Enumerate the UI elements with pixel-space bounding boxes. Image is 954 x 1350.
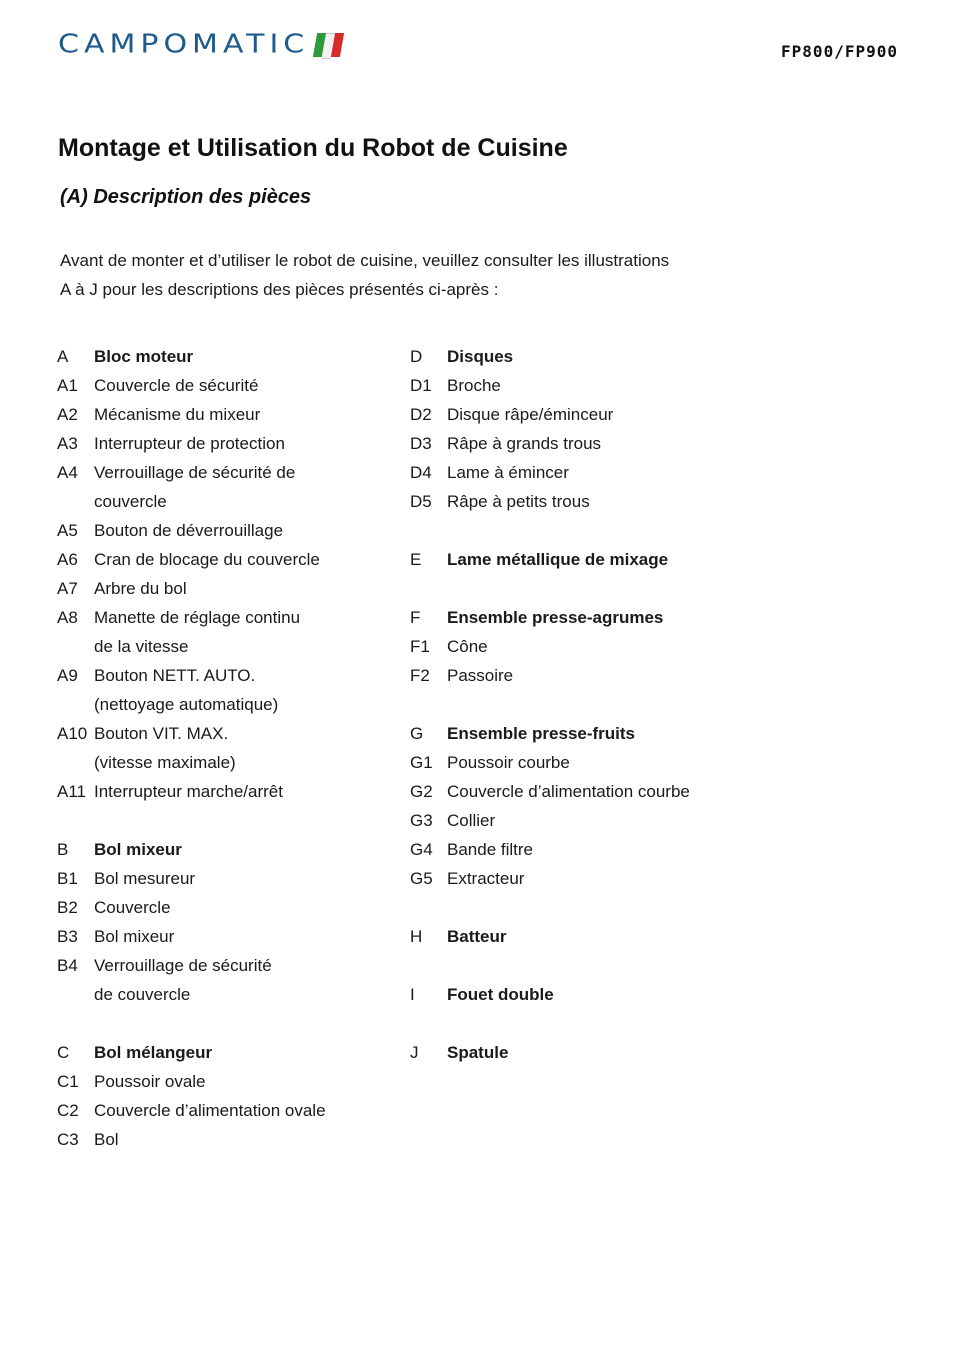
part-label: Fouet double <box>447 985 554 1004</box>
part-item <box>57 400 387 429</box>
part-label: Interrupteur marche/arrêt <box>94 782 283 801</box>
part-code: G5 <box>410 869 433 888</box>
part-code: A9 <box>57 666 78 685</box>
part-item <box>57 574 387 603</box>
part-group-heading <box>410 342 810 371</box>
page-title: Montage et Utilisation du Robot de Cuisine <box>58 134 568 162</box>
parts-list-right <box>410 342 810 1067</box>
part-group-heading <box>57 835 387 864</box>
list-spacer <box>57 1009 387 1038</box>
list-spacer <box>57 806 387 835</box>
part-item <box>57 458 387 487</box>
part-label: Collier <box>447 811 496 830</box>
list-spacer <box>410 951 810 980</box>
part-item <box>410 806 810 835</box>
part-item <box>57 1125 387 1154</box>
part-code: A4 <box>57 463 78 482</box>
part-code: A5 <box>57 521 78 540</box>
part-label: Râpe à petits trous <box>447 492 590 511</box>
part-code <box>57 690 94 719</box>
part-label: de couvercle <box>94 985 191 1004</box>
brand-name: CAMPOMATIC <box>58 29 310 60</box>
model-number: FP800/FP900 <box>781 42 898 61</box>
part-code <box>57 980 94 1009</box>
part-label: de la vitesse <box>94 637 189 656</box>
part-label: Arbre du bol <box>94 579 187 598</box>
part-item <box>57 516 387 545</box>
part-label: Bouton VIT. MAX. <box>94 724 229 743</box>
part-label: Spatule <box>447 1043 509 1062</box>
part-item <box>410 458 810 487</box>
part-item <box>57 690 387 719</box>
part-item <box>57 487 387 516</box>
part-group-heading <box>410 1038 810 1067</box>
part-code: I <box>410 985 415 1004</box>
part-label: Ensemble presse-agrumes <box>447 608 664 627</box>
part-code: A7 <box>57 579 78 598</box>
part-label: (vitesse maximale) <box>94 753 236 772</box>
part-label: Couvercle d’alimentation ovale <box>94 1101 326 1120</box>
part-item <box>410 487 810 516</box>
part-item <box>57 922 387 951</box>
part-label: Disques <box>447 347 514 366</box>
list-spacer <box>410 574 810 603</box>
part-label: Passoire <box>447 666 514 685</box>
brand-logo <box>58 30 342 60</box>
part-code: D1 <box>410 376 432 395</box>
part-code: D <box>410 347 423 366</box>
section-subtitle: (A) Description des pièces <box>60 186 312 208</box>
part-label: Bol mélangeur <box>94 1043 213 1062</box>
part-item <box>410 835 810 864</box>
part-code <box>57 748 94 777</box>
part-item <box>410 429 810 458</box>
part-code: A10 <box>57 724 88 743</box>
part-label: Verrouillage de sécurité <box>94 956 272 975</box>
part-label: Couvercle d’alimentation courbe <box>447 782 690 801</box>
part-item <box>57 1096 387 1125</box>
part-group-heading <box>410 603 810 632</box>
part-item <box>57 632 387 661</box>
part-label: Poussoir courbe <box>447 753 570 772</box>
part-group-heading <box>410 980 810 1009</box>
part-item <box>57 429 387 458</box>
intro-line: Avant de monter et d’utiliser le robot de cuisine, veuillez consulter les illustrations <box>60 251 670 270</box>
part-code: B <box>57 840 69 859</box>
part-code: G2 <box>410 782 433 801</box>
part-item <box>57 893 387 922</box>
part-label: Manette de réglage continu <box>94 608 301 627</box>
part-code: F <box>410 608 421 627</box>
part-code: A1 <box>57 376 78 395</box>
part-label: Bol mixeur <box>94 840 182 859</box>
part-label: Mécanisme du mixeur <box>94 405 261 424</box>
parts-list-left <box>57 342 387 1154</box>
part-label: Bouton NETT. AUTO. <box>94 666 256 685</box>
part-code: A8 <box>57 608 78 627</box>
part-item <box>57 951 387 980</box>
part-label: Bloc moteur <box>94 347 194 366</box>
list-spacer <box>410 516 810 545</box>
part-group-heading <box>57 342 387 371</box>
part-code: A <box>57 347 69 366</box>
part-item <box>57 748 387 777</box>
part-code: B4 <box>57 956 78 975</box>
part-code: C1 <box>57 1072 79 1091</box>
part-label: Bol mixeur <box>94 927 175 946</box>
intro-paragraph <box>60 246 780 304</box>
part-label: Broche <box>447 376 501 395</box>
part-label: Râpe à grands trous <box>447 434 602 453</box>
part-label: Couvercle de sécurité <box>94 376 259 395</box>
part-code: G3 <box>410 811 433 830</box>
list-spacer <box>410 690 810 719</box>
part-group-heading <box>410 922 810 951</box>
part-label: Interrupteur de protection <box>94 434 285 453</box>
part-code: G <box>410 724 424 743</box>
intro-line: A à J pour les descriptions des pièces présentés ci-après : <box>60 280 499 299</box>
part-code <box>57 632 94 661</box>
part-code: F1 <box>410 637 430 656</box>
part-code: B2 <box>57 898 78 917</box>
part-label: Batteur <box>447 927 507 946</box>
part-label: Disque râpe/éminceur <box>447 405 614 424</box>
part-label: Bande filtre <box>447 840 533 859</box>
part-code: A6 <box>57 550 78 569</box>
part-label: Verrouillage de sécurité de <box>94 463 296 482</box>
part-group-heading <box>57 1038 387 1067</box>
part-item <box>410 864 810 893</box>
part-code: B1 <box>57 869 78 888</box>
part-code: J <box>410 1043 419 1062</box>
part-code: A11 <box>57 782 86 801</box>
part-label: Bol <box>94 1130 119 1149</box>
part-code: C <box>57 1043 70 1062</box>
part-item <box>57 661 387 690</box>
part-label: Ensemble presse-fruits <box>447 724 636 743</box>
part-item <box>57 719 387 748</box>
part-item <box>410 748 810 777</box>
part-item <box>57 603 387 632</box>
part-label: Bouton de déverrouillage <box>94 521 284 540</box>
part-code <box>57 487 94 516</box>
part-item <box>410 777 810 806</box>
part-code: B3 <box>57 927 78 946</box>
part-label: Extracteur <box>447 869 525 888</box>
part-item <box>57 980 387 1009</box>
part-item <box>410 661 810 690</box>
list-spacer <box>410 893 810 922</box>
part-code: A3 <box>57 434 78 453</box>
part-label: Bol mesureur <box>94 869 196 888</box>
part-code: G1 <box>410 753 433 772</box>
part-code: E <box>410 550 422 569</box>
part-label: Lame à émincer <box>447 463 569 482</box>
part-label: Cône <box>447 637 488 656</box>
part-label: Lame métallique de mixage <box>447 550 669 569</box>
part-label: Cran de blocage du couvercle <box>94 550 320 569</box>
part-item <box>57 371 387 400</box>
part-code: A2 <box>57 405 78 424</box>
part-code: D3 <box>410 434 432 453</box>
part-group-heading <box>410 719 810 748</box>
part-item <box>57 777 387 806</box>
part-item <box>410 400 810 429</box>
part-code: D4 <box>410 463 432 482</box>
part-code: D5 <box>410 492 432 511</box>
part-code: G4 <box>410 840 433 859</box>
italian-flag-icon <box>313 33 344 57</box>
part-item <box>410 371 810 400</box>
part-group-heading <box>410 545 810 574</box>
part-item <box>57 864 387 893</box>
part-label: couvercle <box>94 492 167 511</box>
list-spacer <box>410 1009 810 1038</box>
part-item <box>57 545 387 574</box>
part-code: C2 <box>57 1101 79 1120</box>
part-item <box>410 632 810 661</box>
part-label: (nettoyage automatique) <box>94 695 279 714</box>
part-code: C3 <box>57 1130 79 1149</box>
part-item <box>57 1067 387 1096</box>
part-code: F2 <box>410 666 430 685</box>
part-code: D2 <box>410 405 432 424</box>
part-label: Poussoir ovale <box>94 1072 206 1091</box>
part-label: Couvercle <box>94 898 171 917</box>
part-code: H <box>410 927 423 946</box>
